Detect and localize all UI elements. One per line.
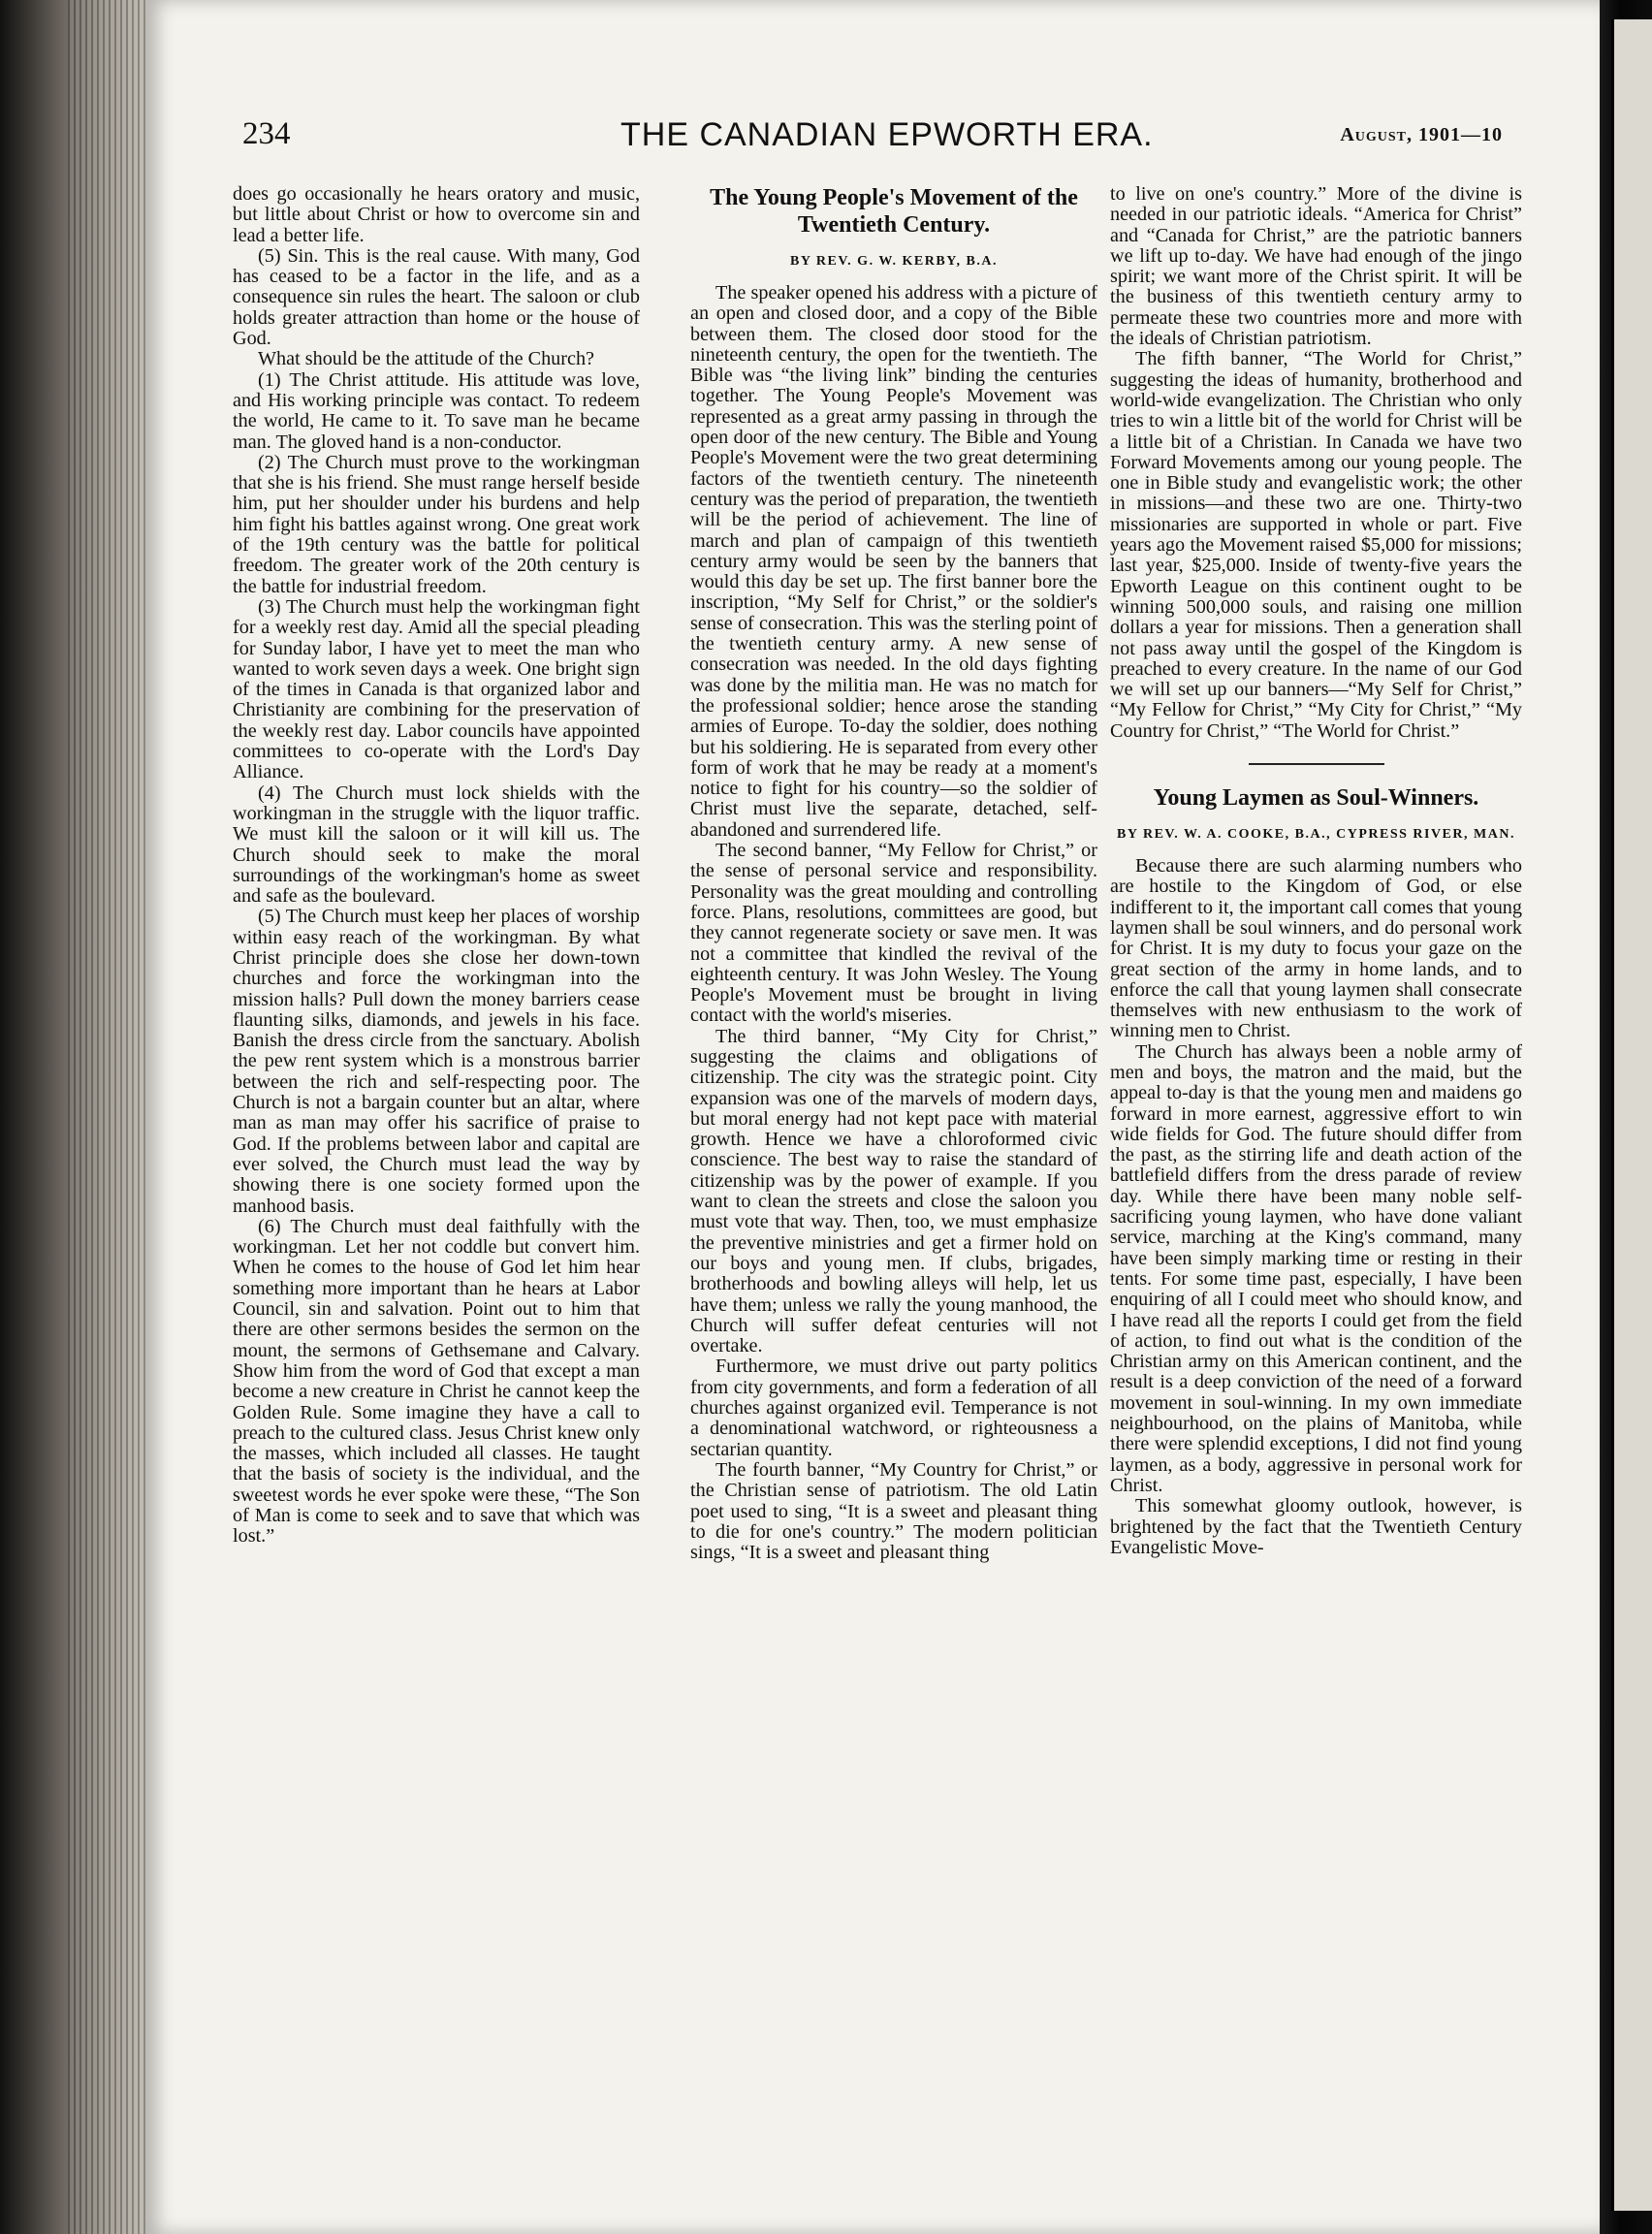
paragraph: (5) Sin. This is the real cause. With many, God has ceased to be a factor in the life, and as a consequence sin rules the heart. The saloon or club holds greater attraction than home or the house of God.	[233, 244, 640, 350]
paragraph: (1) The Christ attitude. His attitude was love, and His working principle was contact. To redeem the world, He came to it. To save man he became man. The gloved hand is a non-conductor.	[233, 368, 640, 453]
paragraph: The third banner, “My City for Christ,” suggesting the claims and obligations of citizenship. The city was the strategic point. City expansion was one of the marvels of modern days, but moral energy had not kept pace with material growth. Hence we have a chloroformed civic conscience. The best way to raise the standard of citizenship was by the power of example. If you want to clean the streets and close the saloon you must vote that way. Then, too, we must emphasize the preventive ministries and get a firmer hold on our boys and young men. If clubs, brigades, brotherhoods and bowling alleys will help, let us have them; unless we rally the young manhood, the Church will suffer defeat centuries will not overtake.	[690, 1025, 1097, 1357]
column-left	[233, 184, 640, 1548]
article-divider	[1249, 763, 1384, 765]
paragraph: (4) The Church must lock shields with the workingman in the struggle with the liquor traffic. We must kill the saloon or it will kill us. The Church should seek to make the moral surroundings of the workingman's home as sweet and safe as the boulevard.	[233, 782, 640, 908]
adjacent-page-edge	[1611, 19, 1652, 2211]
running-header	[242, 116, 1503, 167]
article-title: Young Laymen as Soul-Winners.	[1153, 785, 1479, 812]
page-edges-left	[68, 0, 145, 2234]
paragraph: (3) The Church must help the workingman fight for a weekly rest day. Amid all the special pleading for Sunday labor, I have yet to meet the man who wanted to work seven days a week. One bright sign of the times in Canada is that organized labor and Christianity are combining for the preservation of the weekly rest day. Labor councils have appointed committees to co-operate with the Lord's Day Alliance.	[233, 595, 640, 783]
paragraph: The second banner, “My Fellow for Christ,” or the sense of personal service and responsibility. Personality was the great moulding and controlling force. Plans, resolutions, committees are good, but they cannot regenerate society or save men. It was not a committee that kindled the revival of the eighteenth century. It was John Wesley. The Young People's Movement must be brought in living contact with the world's miseries.	[690, 840, 1097, 1027]
paragraph: Because there are such alarming numbers who are hostile to the Kingdom of God, or else indifferent to it, the important call comes that young laymen shall be soul winners, and do personal work for Christ. It is my duty to focus your gaze on the great section of the army in home lands, and to enforce the call that young laymen shall consecrate themselves with new enthusiasm to the work of winning men to Christ.	[1110, 855, 1522, 1042]
paragraph: The fifth banner, “The World for Christ,” suggesting the ideas of humanity, brotherhood and world-wide evangelization. The Christian who only tries to win a little bit of the world for Christ will be a little bit of a Christian. In Canada we have two Forward Movements among our young people. The one in Bible study and evangelistic work; the other in missions—and these two are one. Thirty-two missionaries are supported in whole or part. Five years ago the Movement raised $5,000 for missions; last year, $25,000. Inside of twenty-five years the Epworth League on this continent ought to be winning 500,000 souls, and raising one million dollars a year for missions. Then a generation shall not pass away until the gospel of the Kingdom is preached to every creature. In the name of our God we will set up our banners—“My Self for Christ,” “My Fellow for Christ,” “My City for Christ,” “My Country for Christ,” “The World for Christ.”	[1110, 348, 1522, 742]
page-number: 234	[242, 116, 291, 151]
paragraph: (6) The Church must deal faithfully with the workingman. Let her not coddle but convert him. When he comes to the house of God let him hear something more important than he hears at Labor Council, sin and salvation. Point out to him that there are other sermons besides the sermon on the mount, the sermons of Gethsemane and Calvary. Show him from the word of God that except a man become a new creature in Christ he cannot keep the Golden Rule. Some imagine they have a call to preach to the cultured class. Jesus Christ knew only the masses, which included all classes. He taught that the basis of society is the individual, and the sweetest words he ever spoke were these, “The Son of Man is come to seek and to save that which was lost.”	[233, 1215, 640, 1548]
paragraph: What should be the attitude of the Church?	[258, 348, 595, 370]
paragraph: The Church has always been a noble army of men and boys, the matron and the maid, but the appeal to-day is that the young men and maidens go forward in more earnest, aggressive effort to win wide fields for God. The future should differ from the past, as the stirring life and death action of the battlefield differs from the dress parade of review day. While there have been many noble self-sacrificing young laymen, who have done valiant service, marching at the King's command, many have been simply marking time or resting in their tents. For some time past, especially, I have been enquiring of all I could meet who should know, and I have read all the reports I could get from the field of action, to find out what is the condition of the Christian army on this American continent, and the result is a deep conviction of the need of a forward movement in soul-winning. In my own immediate neighbourhood, on the plains of Manitoba, while there were splendid exceptions, I did not find young laymen, as a body, aggressive in personal work for Christ.	[1110, 1040, 1522, 1496]
journal-title: THE CANADIAN EPWORTH ERA.	[620, 116, 1154, 153]
paragraph: The speaker opened his address with a picture of an open and closed door, and a copy of the Bible between them. The closed door stood for the nineteenth century, the open for the twentieth. The Bible was “the living link” binding the centuries together. The Young People's Movement was represented as a great army passing in through the open door of the new century. The Bible and Young People's Movement were the two great determining factors of the twentieth century. The nineteenth century was the period of preparation, the twentieth will be the period of achievement. The line of march and plan of campaign of this twentieth century army would be seen by the banners that would this day be set up. The first banner bore the inscription, “My Self for Christ,” or the soldier's sense of consecration. This was the sterling point of the twentieth century army. A new sense of consecration was needed. In the old days fighting was done by the militia man. He was no match for the professional soldier; hence arose the standing armies of Europe. To-day the soldier, does nothing but his soldiering. He is separated from every other form of work that he may be ready at a moment's notice to fight for his country—so the soldier of Christ must live the separate, detached, self-abandoned and surrendered life.	[690, 282, 1097, 841]
paragraph: (2) The Church must prove to the workingman that she is his friend. She must range herself beside him, put her shoulder under his burdens and help him fight his battles against wrong. One great work of the 19th century was the battle for political freedom. The greater work of the 20th century is the battle for industrial freedom.	[233, 451, 640, 597]
paragraph: does go occasionally he hears oratory and music, but little about Christ or how to overcome sin and lead a better life.	[233, 183, 640, 246]
article-byline: BY REV. G. W. KERBY, B.A.	[790, 254, 998, 269]
paragraph: The fourth banner, “My Country for Christ,” or the Christian sense of patriotism. The old Latin poet used to sing, “It is a sweet and pleasant thing to die for one's country.” The modern politician sings, “It is a sweet and pleasant thing	[690, 1458, 1097, 1564]
article-title: The Young People's Movement of the Twentieth Century.	[710, 185, 1078, 238]
paragraph: Furthermore, we must drive out party politics from city governments, and form a federation of all churches against organized evil. Temperance is not a denominational watchword, or righteousness a sectarian quantity.	[690, 1356, 1097, 1460]
paragraph: This somewhat gloomy outlook, however, is brightened by the fact that the Twentieth Century Evangelistic Move-	[1110, 1495, 1522, 1558]
column-right	[1110, 184, 1522, 1558]
article-byline: BY REV. W. A. COOKE, B.A., CYPRESS RIVER, MAN.	[1117, 827, 1515, 843]
column-middle	[690, 184, 1097, 1563]
paragraph: to live on one's country.” More of the divine is needed in our patriotic ideals. “America for Christ” and “Canada for Christ,” are the patriotic banners we lift up to-day. We have had enough of the jingo spirit; we want more of the Christ spirit. It will be the business of this twentieth century army to permeate these two countries more and more with the ideals of Christian patriotism.	[1110, 183, 1522, 350]
issue-date: August, 1901—10	[1340, 124, 1503, 145]
paragraph: (5) The Church must keep her places of worship within easy reach of the workingman. By what Christ principle does she close her down-town churches and force the workingman into the mission halls? Pull down the money barriers cease flaunting silks, diamonds, and jewels in his face. Banish the dress circle from the sanctuary. Abolish the pew rent system which is a monstrous barrier between the rich and self-respecting poor. The Church is not a bargain counter but an altar, where man as man may offer his sacrifice of praise to God. If the problems between labor and capital are ever solved, the Church must lead the way by showing there is one society formed upon the manhood basis.	[233, 906, 640, 1217]
